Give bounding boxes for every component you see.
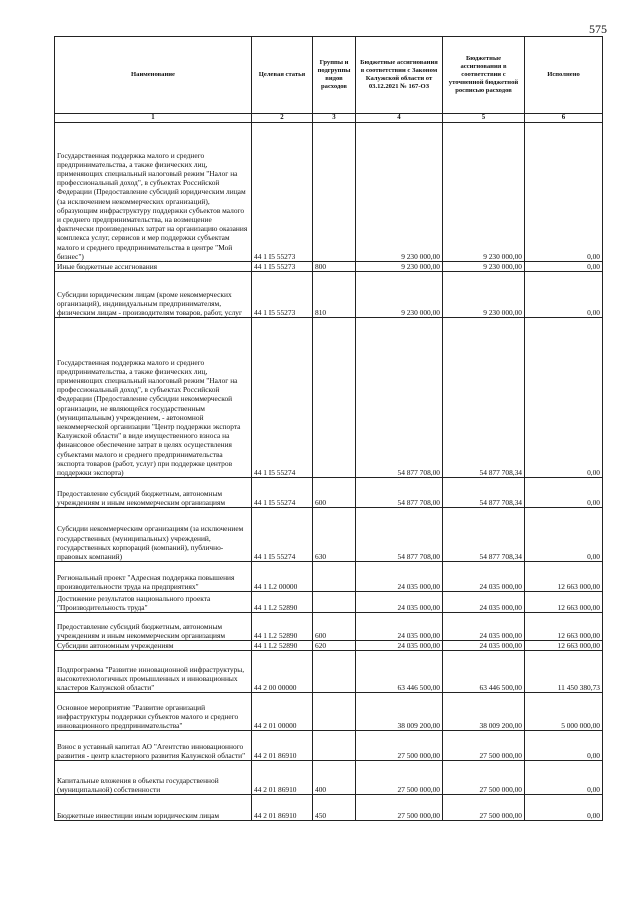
row-target-article: 44 1 I5 55274 bbox=[252, 508, 313, 562]
row-law-allocation: 54 877 708,00 bbox=[356, 318, 443, 478]
row-law-allocation: 27 500 000,00 bbox=[356, 761, 443, 795]
column-number: 5 bbox=[443, 114, 525, 123]
row-law-allocation: 27 500 000,00 bbox=[356, 795, 443, 821]
header-updated-allocation: Бюджетные ассигнования в соответствии с уточненной бюджетной росписью расходов bbox=[443, 37, 525, 114]
column-number: 2 bbox=[252, 114, 313, 123]
row-updated-allocation: 24 035 000,00 bbox=[443, 562, 525, 592]
row-name: Региональный проект "Адресная поддержка повышения производительности труда на предприятиях" bbox=[55, 562, 252, 592]
budget-table bbox=[54, 36, 603, 821]
row-law-allocation: 24 035 000,00 bbox=[356, 641, 443, 651]
row-target-article: 44 1 I5 55274 bbox=[252, 318, 313, 478]
row-target-article: 44 2 01 86910 bbox=[252, 761, 313, 795]
header-expense-group: Группы и подгруппы видов расходов bbox=[313, 37, 356, 114]
row-law-allocation: 24 035 000,00 bbox=[356, 592, 443, 613]
row-target-article: 44 1 I5 55273 bbox=[252, 272, 313, 318]
table-row bbox=[55, 731, 603, 761]
table-row bbox=[55, 508, 603, 562]
row-expense-group bbox=[313, 318, 356, 478]
column-number: 4 bbox=[356, 114, 443, 123]
table-row bbox=[55, 693, 603, 731]
table-row bbox=[55, 272, 603, 318]
row-target-article: 44 1 L2 52890 bbox=[252, 641, 313, 651]
row-expense-group: 810 bbox=[313, 272, 356, 318]
row-law-allocation: 38 009 200,00 bbox=[356, 693, 443, 731]
table-row bbox=[55, 795, 603, 821]
row-expense-group bbox=[313, 693, 356, 731]
row-name: Бюджетные инвестиции иным юридическим лицам bbox=[55, 795, 252, 821]
row-law-allocation: 63 446 500,00 bbox=[356, 651, 443, 693]
column-number-row bbox=[55, 114, 603, 123]
row-updated-allocation: 24 035 000,00 bbox=[443, 613, 525, 641]
column-number: 6 bbox=[525, 114, 603, 123]
row-name: Субсидии автономным учреждениям bbox=[55, 641, 252, 651]
row-law-allocation: 27 500 000,00 bbox=[356, 731, 443, 761]
row-target-article: 44 1 I5 55273 bbox=[252, 123, 313, 262]
row-name: Субсидии некоммерческим организациям (за исключением государственных (муниципальных) учреждений, государственных корпораций (компаний), публично-правовых компаний) bbox=[55, 508, 252, 562]
row-target-article: 44 1 L2 52890 bbox=[252, 613, 313, 641]
row-executed: 0,00 bbox=[525, 731, 603, 761]
row-name: Субсидии юридическим лицам (кроме некоммерческих организаций), индивидуальным предпринимателям, физическим лицам - производителям товаров, работ, услуг bbox=[55, 272, 252, 318]
row-name: Подпрограмма "Развитие инновационной инфраструктуры, высокотехнологичных промышленных и инновационных кластеров Калужской области" bbox=[55, 651, 252, 693]
row-expense-group: 450 bbox=[313, 795, 356, 821]
row-updated-allocation: 9 230 000,00 bbox=[443, 272, 525, 318]
row-executed: 0,00 bbox=[525, 272, 603, 318]
row-updated-allocation: 27 500 000,00 bbox=[443, 731, 525, 761]
header-name: Наименование bbox=[55, 37, 252, 114]
row-name: Предоставление субсидий бюджетным, автономным учреждениям и иным некоммерческим организациям bbox=[55, 478, 252, 508]
row-updated-allocation: 24 035 000,00 bbox=[443, 592, 525, 613]
row-updated-allocation: 54 877 708,34 bbox=[443, 478, 525, 508]
row-law-allocation: 54 877 708,00 bbox=[356, 478, 443, 508]
row-executed: 0,00 bbox=[525, 123, 603, 262]
row-target-article: 44 2 01 86910 bbox=[252, 795, 313, 821]
row-expense-group: 400 bbox=[313, 761, 356, 795]
page-number: 575 bbox=[589, 22, 607, 36]
row-law-allocation: 9 230 000,00 bbox=[356, 272, 443, 318]
row-expense-group: 600 bbox=[313, 613, 356, 641]
row-updated-allocation: 24 035 000,00 bbox=[443, 641, 525, 651]
row-updated-allocation: 63 446 500,00 bbox=[443, 651, 525, 693]
row-updated-allocation: 54 877 708,34 bbox=[443, 318, 525, 478]
row-name: Капитальные вложения в объекты государственной (муниципальной) собственности bbox=[55, 761, 252, 795]
row-name: Взнос в уставный капитал АО "Агентство инновационного развития - центр кластерного развития Калужской области" bbox=[55, 731, 252, 761]
row-executed: 0,00 bbox=[525, 761, 603, 795]
row-updated-allocation: 27 500 000,00 bbox=[443, 795, 525, 821]
table-row bbox=[55, 123, 603, 262]
row-target-article: 44 1 L2 00000 bbox=[252, 562, 313, 592]
row-expense-group: 630 bbox=[313, 508, 356, 562]
row-name: Иные бюджетные ассигнования bbox=[55, 262, 252, 272]
row-updated-allocation: 9 230 000,00 bbox=[443, 123, 525, 262]
table-row bbox=[55, 262, 603, 272]
table-row bbox=[55, 562, 603, 592]
row-target-article: 44 2 01 00000 bbox=[252, 693, 313, 731]
row-updated-allocation: 27 500 000,00 bbox=[443, 761, 525, 795]
header-executed: Исполнено bbox=[525, 37, 603, 114]
table-row bbox=[55, 651, 603, 693]
row-executed: 5 000 000,00 bbox=[525, 693, 603, 731]
row-target-article: 44 1 I5 55274 bbox=[252, 478, 313, 508]
row-name: Достижение результатов национального проекта "Производительность труда" bbox=[55, 592, 252, 613]
table-row bbox=[55, 613, 603, 641]
row-expense-group bbox=[313, 562, 356, 592]
row-law-allocation: 24 035 000,00 bbox=[356, 613, 443, 641]
row-target-article: 44 2 01 86910 bbox=[252, 731, 313, 761]
row-name: Предоставление субсидий бюджетным, автономным учреждениям и иным некоммерческим организациям bbox=[55, 613, 252, 641]
row-executed: 0,00 bbox=[525, 262, 603, 272]
row-expense-group: 600 bbox=[313, 478, 356, 508]
table-row bbox=[55, 318, 603, 478]
row-executed: 0,00 bbox=[525, 478, 603, 508]
row-expense-group: 800 bbox=[313, 262, 356, 272]
row-executed: 0,00 bbox=[525, 508, 603, 562]
row-law-allocation: 9 230 000,00 bbox=[356, 262, 443, 272]
row-executed: 12 663 000,00 bbox=[525, 592, 603, 613]
row-name: Государственная поддержка малого и среднего предпринимательства, а также физических лиц, применяющих специальный налоговый режим "Налог на профессиональный доход", в субъектах Российской Федерации (Предоставление субсидии некоммерческой организации, не являющейся государственным (муниципальным) учреждением, - автономной некоммерческой организации "Центр поддержки экспорта Калужской области" в виде имущественного взноса на финансовое обеспечение затрат в целях осуществления субъектами малого и среднего предпринимательства экспорта товаров (работ, услуг) при поддержке центров поддержки экспорта) bbox=[55, 318, 252, 478]
row-expense-group bbox=[313, 651, 356, 693]
row-updated-allocation: 9 230 000,00 bbox=[443, 262, 525, 272]
row-executed: 11 450 380,73 bbox=[525, 651, 603, 693]
row-target-article: 44 2 00 00000 bbox=[252, 651, 313, 693]
row-executed: 12 663 000,00 bbox=[525, 613, 603, 641]
table-header-row bbox=[55, 37, 603, 114]
row-executed: 0,00 bbox=[525, 318, 603, 478]
column-number: 1 bbox=[55, 114, 252, 123]
table-row bbox=[55, 478, 603, 508]
row-expense-group: 620 bbox=[313, 641, 356, 651]
table-row bbox=[55, 641, 603, 651]
table-row bbox=[55, 761, 603, 795]
table-row bbox=[55, 592, 603, 613]
row-executed: 12 663 000,00 bbox=[525, 562, 603, 592]
row-law-allocation: 54 877 708,00 bbox=[356, 508, 443, 562]
row-target-article: 44 1 L2 52890 bbox=[252, 592, 313, 613]
row-name: Основное мероприятие "Развитие организаций инфраструктуры поддержки субъектов малого и среднего инновационного предпринимательства" bbox=[55, 693, 252, 731]
column-number: 3 bbox=[313, 114, 356, 123]
row-updated-allocation: 38 009 200,00 bbox=[443, 693, 525, 731]
row-updated-allocation: 54 877 708,34 bbox=[443, 508, 525, 562]
row-target-article: 44 1 I5 55273 bbox=[252, 262, 313, 272]
header-target-article: Целевая статья bbox=[252, 37, 313, 114]
row-executed: 0,00 bbox=[525, 795, 603, 821]
row-expense-group bbox=[313, 592, 356, 613]
row-executed: 12 663 000,00 bbox=[525, 641, 603, 651]
header-law-allocation: Бюджетные ассигнования в соответствии с Законом Калужской области от 03.12.2021 № 167-ОЗ bbox=[356, 37, 443, 114]
row-expense-group bbox=[313, 123, 356, 262]
row-law-allocation: 9 230 000,00 bbox=[356, 123, 443, 262]
row-expense-group bbox=[313, 731, 356, 761]
row-law-allocation: 24 035 000,00 bbox=[356, 562, 443, 592]
row-name: Государственная поддержка малого и среднего предпринимательства, а также физических лиц, применяющих специальный налоговый режим "Налог на профессиональный доход", в субъектах Российской Федерации (Предоставление субсидий юридическим лицам (за исключением некоммерческих организаций), образующим инфраструктуру поддержки субъектов малого и среднего предпринимательства, на возмещение фактически произведенных затрат на организацию оказания комплекса услуг, сервисов и мер поддержки субъектам малого и среднего предпринимательства в центре "Мой бизнес") bbox=[55, 123, 252, 262]
